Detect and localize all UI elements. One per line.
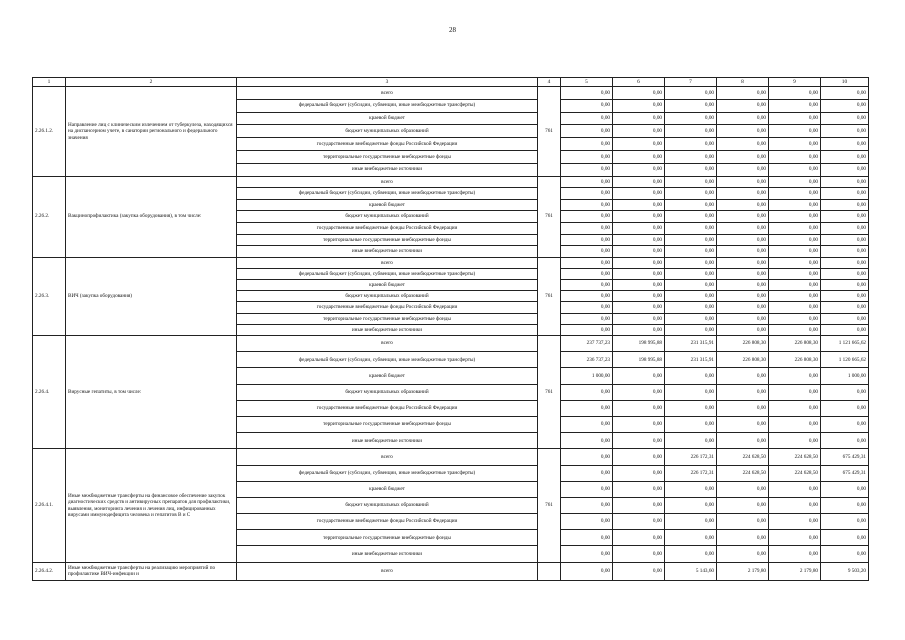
amount-cell: 0,00 — [613, 562, 665, 580]
amount-cell: 0,00 — [665, 497, 717, 513]
amount-cell: 0,00 — [561, 384, 613, 400]
amount-cell: 5 143,60 — [665, 562, 717, 580]
amount-cell: 0,00 — [821, 246, 869, 258]
amount-cell: 0,00 — [821, 87, 869, 100]
funding-source: иные внебюджетные источники — [237, 246, 538, 258]
amount-cell: 0,00 — [613, 246, 665, 258]
amount-cell: 0,00 — [613, 400, 665, 416]
amount-cell: 0,00 — [717, 313, 769, 324]
amount-cell: 0,00 — [821, 433, 869, 449]
amount-cell: 0,00 — [821, 138, 869, 151]
amount-cell: 0,00 — [717, 302, 769, 313]
amount-cell: 0,00 — [613, 497, 665, 513]
amount-cell: 0,00 — [561, 514, 613, 530]
item-name: ВИЧ (закупка оборудования) — [66, 257, 237, 335]
amount-cell: 0,00 — [561, 465, 613, 481]
table-row — [33, 176, 869, 188]
funding-source: федеральный бюджет (субсидии, субвенции, иные межбюджетные трансферты) — [237, 268, 538, 279]
amount-cell: 0,00 — [613, 449, 665, 465]
amount-cell: 0,00 — [717, 268, 769, 279]
amount-cell: 0,00 — [665, 313, 717, 324]
amount-cell: 0,00 — [561, 449, 613, 465]
item-code: 2.26.1.2. — [33, 87, 66, 177]
amount-cell: 0,00 — [821, 313, 869, 324]
amount-cell: 0,00 — [821, 268, 869, 279]
amount-cell: 0,00 — [613, 384, 665, 400]
amount-cell: 198 995,88 — [613, 336, 665, 352]
table-row — [33, 562, 869, 580]
amount-cell: 226 172,31 — [665, 449, 717, 465]
amount-cell: 0,00 — [665, 481, 717, 497]
amount-cell: 2 179,80 — [769, 562, 821, 580]
funding-source: государственные внебюджетные фонды Российской Федерации — [237, 514, 538, 530]
amount-cell: 226 808,30 — [717, 336, 769, 352]
amount-cell: 0,00 — [665, 176, 717, 188]
amount-cell: 0,00 — [561, 302, 613, 313]
funding-source: иные внебюджетные источники — [237, 433, 538, 449]
amount-cell: 0,00 — [561, 530, 613, 546]
funding-source: иные внебюджетные источники — [237, 546, 538, 562]
amount-cell: 0,00 — [561, 280, 613, 291]
amount-cell: 0,00 — [665, 384, 717, 400]
amount-cell: 0,00 — [561, 222, 613, 234]
amount-cell: 1 000,00 — [821, 368, 869, 384]
amount-cell: 0,00 — [561, 313, 613, 324]
funding-source: федеральный бюджет (субсидии, субвенции, иные межбюджетные трансферты) — [237, 188, 538, 200]
amount-cell: 0,00 — [821, 257, 869, 268]
funding-source: всего — [237, 257, 538, 268]
funding-source: бюджет муниципальных образований — [237, 291, 538, 302]
amount-cell: 0,00 — [561, 87, 613, 100]
amount-cell: 0,00 — [769, 163, 821, 176]
amount-cell: 0,00 — [665, 163, 717, 176]
amount-cell: 0,00 — [665, 400, 717, 416]
amount-cell: 0,00 — [821, 99, 869, 112]
funding-source: всего — [237, 562, 538, 580]
amount-cell: 0,00 — [821, 546, 869, 562]
amount-cell: 0,00 — [561, 234, 613, 246]
amount-cell: 0,00 — [821, 112, 869, 125]
funding-source: иные внебюджетные источники — [237, 163, 538, 176]
amount-cell: 0,00 — [821, 234, 869, 246]
amount-cell: 0,00 — [717, 211, 769, 223]
amount-cell: 0,00 — [665, 125, 717, 138]
amount-cell: 0,00 — [665, 302, 717, 313]
amount-cell: 0,00 — [717, 280, 769, 291]
amount-cell: 0,00 — [561, 125, 613, 138]
funding-source: краевой бюджет — [237, 112, 538, 125]
item-name: Направление лиц с клиническим излечением от туберкулеза, находящихся на диспансерном учете, в санатории регионального и федерального значения — [66, 87, 237, 177]
amount-cell: 231 315,91 — [665, 352, 717, 368]
amount-cell: 0,00 — [821, 384, 869, 400]
amount-cell: 0,00 — [717, 246, 769, 258]
amount-cell: 0,00 — [769, 211, 821, 223]
amount-cell: 0,00 — [561, 257, 613, 268]
amount-cell: 0,00 — [561, 497, 613, 513]
amount-cell: 0,00 — [821, 302, 869, 313]
amount-cell: 0,00 — [769, 481, 821, 497]
funding-source: территориальные государственные внебюджетные фонды — [237, 150, 538, 163]
amount-cell: 0,00 — [769, 400, 821, 416]
amount-cell: 0,00 — [665, 368, 717, 384]
amount-cell: 0,00 — [769, 199, 821, 211]
amount-cell: 0,00 — [717, 514, 769, 530]
amount-cell: 0,00 — [717, 291, 769, 302]
amount-cell: 224 628,50 — [769, 465, 821, 481]
amount-cell: 0,00 — [665, 87, 717, 100]
amount-cell: 0,00 — [717, 138, 769, 151]
amount-cell: 0,00 — [717, 199, 769, 211]
amount-cell: 0,00 — [613, 546, 665, 562]
funding-source: государственные внебюджетные фонды Российской Федерации — [237, 302, 538, 313]
amount-cell: 0,00 — [717, 481, 769, 497]
funding-source: всего — [237, 176, 538, 188]
amount-cell: 0,00 — [613, 234, 665, 246]
amount-cell: 0,00 — [821, 497, 869, 513]
amount-cell: 0,00 — [769, 416, 821, 432]
amount-cell: 0,00 — [821, 199, 869, 211]
amount-cell: 0,00 — [769, 514, 821, 530]
item-code: 2.26.4.2. — [33, 562, 66, 580]
amount-cell: 0,00 — [717, 150, 769, 163]
item-name: Иные межбюджетные трансферты на реализацию мероприятий по профилактике ВИЧ-инфекции и — [66, 562, 237, 580]
amount-cell: 0,00 — [613, 138, 665, 151]
amount-cell: 0,00 — [665, 514, 717, 530]
column-number: 10 — [821, 78, 869, 87]
amount-cell: 0,00 — [821, 163, 869, 176]
amount-cell: 0,00 — [613, 268, 665, 279]
amount-cell: 0,00 — [717, 257, 769, 268]
amount-cell: 0,00 — [821, 324, 869, 335]
amount-cell: 0,00 — [769, 324, 821, 335]
item-code: 2.26.4.1. — [33, 449, 66, 562]
amount-cell: 0,00 — [561, 324, 613, 335]
amount-cell: 0,00 — [769, 246, 821, 258]
amount-cell: 0,00 — [613, 530, 665, 546]
amount-cell: 0,00 — [665, 188, 717, 200]
amount-cell: 0,00 — [821, 291, 869, 302]
table-row — [33, 336, 869, 352]
amount-cell: 0,00 — [665, 530, 717, 546]
amount-cell: 226 808,30 — [717, 352, 769, 368]
amount-cell: 236 737,23 — [561, 352, 613, 368]
amount-cell: 231 315,91 — [665, 336, 717, 352]
amount-cell: 9 503,20 — [821, 562, 869, 580]
grbs-code: 761 — [538, 336, 561, 449]
amount-cell: 0,00 — [561, 562, 613, 580]
amount-cell: 0,00 — [561, 246, 613, 258]
table-row — [33, 87, 869, 100]
amount-cell: 0,00 — [561, 176, 613, 188]
amount-cell: 2 179,80 — [717, 562, 769, 580]
funding-source: бюджет муниципальных образований — [237, 211, 538, 223]
amount-cell: 0,00 — [665, 291, 717, 302]
amount-cell: 0,00 — [613, 280, 665, 291]
funding-source: бюджет муниципальных образований — [237, 497, 538, 513]
amount-cell: 675 429,31 — [821, 465, 869, 481]
funding-source: иные внебюджетные источники — [237, 324, 538, 335]
amount-cell: 0,00 — [717, 497, 769, 513]
grbs-code: 761 — [538, 87, 561, 177]
amount-cell: 0,00 — [613, 176, 665, 188]
amount-cell: 0,00 — [769, 302, 821, 313]
amount-cell: 0,00 — [665, 268, 717, 279]
amount-cell: 0,00 — [561, 291, 613, 302]
amount-cell: 0,00 — [769, 268, 821, 279]
amount-cell: 0,00 — [665, 416, 717, 432]
amount-cell: 0,00 — [613, 433, 665, 449]
column-number: 7 — [665, 78, 717, 87]
column-number: 1 — [33, 78, 66, 87]
amount-cell: 0,00 — [561, 481, 613, 497]
amount-cell: 0,00 — [613, 416, 665, 432]
amount-cell: 0,00 — [769, 222, 821, 234]
table-row — [33, 257, 869, 268]
grbs-code: 761 — [538, 449, 561, 562]
funding-source: краевой бюджет — [237, 199, 538, 211]
column-number: 9 — [769, 78, 821, 87]
amount-cell: 0,00 — [665, 234, 717, 246]
amount-cell: 0,00 — [561, 188, 613, 200]
amount-cell: 0,00 — [717, 416, 769, 432]
amount-cell: 0,00 — [821, 222, 869, 234]
amount-cell: 0,00 — [613, 199, 665, 211]
amount-cell: 198 995,88 — [613, 352, 665, 368]
amount-cell: 0,00 — [613, 324, 665, 335]
amount-cell: 0,00 — [613, 291, 665, 302]
amount-cell: 224 628,50 — [769, 449, 821, 465]
amount-cell: 0,00 — [561, 433, 613, 449]
funding-source: государственные внебюджетные фонды Российской Федерации — [237, 222, 538, 234]
amount-cell: 1 000,00 — [561, 368, 613, 384]
amount-cell: 0,00 — [769, 138, 821, 151]
funding-source: всего — [237, 449, 538, 465]
column-number-row — [33, 78, 869, 87]
budget-table — [32, 77, 869, 581]
grbs-code: 761 — [538, 257, 561, 335]
amount-cell: 0,00 — [561, 416, 613, 432]
amount-cell: 0,00 — [769, 234, 821, 246]
amount-cell: 0,00 — [717, 384, 769, 400]
amount-cell: 0,00 — [769, 188, 821, 200]
funding-source: территориальные государственные внебюджетные фонды — [237, 416, 538, 432]
item-name: Вирусные гепатиты, в том числе: — [66, 336, 237, 449]
amount-cell: 0,00 — [665, 138, 717, 151]
item-name: Иные межбюджетные трансферты на финансовое обеспечение закупок диагностических средств и антивирусных препаратов для профилактики, выявления, мониторинга лечения и лечения лиц, инфицированных вирусами иммунодефицита человека и гепатитов B и C — [66, 449, 237, 562]
column-number: 3 — [237, 78, 538, 87]
amount-cell: 0,00 — [769, 125, 821, 138]
funding-source: всего — [237, 87, 538, 100]
amount-cell: 0,00 — [613, 302, 665, 313]
amount-cell: 0,00 — [769, 257, 821, 268]
amount-cell: 0,00 — [665, 280, 717, 291]
amount-cell: 0,00 — [561, 163, 613, 176]
amount-cell: 0,00 — [821, 150, 869, 163]
amount-cell: 0,00 — [821, 400, 869, 416]
column-number: 5 — [561, 78, 613, 87]
item-code: 2.26.2. — [33, 176, 66, 257]
table-row — [33, 449, 869, 465]
amount-cell: 0,00 — [769, 546, 821, 562]
amount-cell: 0,00 — [769, 433, 821, 449]
column-number: 6 — [613, 78, 665, 87]
amount-cell: 0,00 — [561, 99, 613, 112]
amount-cell: 0,00 — [717, 368, 769, 384]
funding-source: бюджет муниципальных образований — [237, 125, 538, 138]
funding-source: территориальные государственные внебюджетные фонды — [237, 234, 538, 246]
amount-cell: 0,00 — [665, 99, 717, 112]
amount-cell: 0,00 — [821, 530, 869, 546]
amount-cell: 0,00 — [717, 99, 769, 112]
funding-source: федеральный бюджет (субсидии, субвенции, иные межбюджетные трансферты) — [237, 465, 538, 481]
funding-source: краевой бюджет — [237, 481, 538, 497]
amount-cell: 0,00 — [613, 313, 665, 324]
grbs-code — [538, 562, 561, 580]
amount-cell: 0,00 — [561, 138, 613, 151]
funding-source: федеральный бюджет (субсидии, субвенции, иные межбюджетные трансферты) — [237, 352, 538, 368]
amount-cell: 1 120 665,62 — [821, 352, 869, 368]
item-name: Вакцинопрофилактика (закупка оборудования), в том числе: — [66, 176, 237, 257]
amount-cell: 0,00 — [613, 125, 665, 138]
amount-cell: 0,00 — [717, 433, 769, 449]
amount-cell: 0,00 — [769, 368, 821, 384]
amount-cell: 0,00 — [769, 87, 821, 100]
amount-cell: 0,00 — [769, 112, 821, 125]
amount-cell: 0,00 — [613, 481, 665, 497]
amount-cell: 0,00 — [769, 497, 821, 513]
amount-cell: 226 808,30 — [769, 336, 821, 352]
amount-cell: 0,00 — [613, 368, 665, 384]
amount-cell: 0,00 — [561, 150, 613, 163]
amount-cell: 224 628,50 — [717, 449, 769, 465]
funding-source: краевой бюджет — [237, 280, 538, 291]
amount-cell: 0,00 — [613, 112, 665, 125]
amount-cell: 0,00 — [561, 112, 613, 125]
amount-cell: 0,00 — [769, 291, 821, 302]
amount-cell: 0,00 — [769, 150, 821, 163]
amount-cell: 0,00 — [561, 211, 613, 223]
amount-cell: 0,00 — [665, 257, 717, 268]
amount-cell: 0,00 — [665, 211, 717, 223]
funding-source: краевой бюджет — [237, 368, 538, 384]
amount-cell: 0,00 — [665, 324, 717, 335]
column-number: 2 — [66, 78, 237, 87]
amount-cell: 0,00 — [665, 546, 717, 562]
amount-cell: 0,00 — [717, 87, 769, 100]
amount-cell: 237 737,23 — [561, 336, 613, 352]
column-number: 4 — [538, 78, 561, 87]
amount-cell: 224 628,50 — [717, 465, 769, 481]
amount-cell: 0,00 — [717, 324, 769, 335]
amount-cell: 0,00 — [769, 99, 821, 112]
amount-cell: 0,00 — [613, 257, 665, 268]
amount-cell: 1 121 665,62 — [821, 336, 869, 352]
funding-source: территориальные государственные внебюджетные фонды — [237, 313, 538, 324]
amount-cell: 226 172,31 — [665, 465, 717, 481]
funding-source: территориальные государственные внебюджетные фонды — [237, 530, 538, 546]
amount-cell: 0,00 — [561, 400, 613, 416]
amount-cell: 675 429,31 — [821, 449, 869, 465]
funding-source: федеральный бюджет (субсидии, субвенции, иные межбюджетные трансферты) — [237, 99, 538, 112]
amount-cell: 0,00 — [613, 514, 665, 530]
amount-cell: 0,00 — [613, 163, 665, 176]
amount-cell: 0,00 — [717, 222, 769, 234]
amount-cell: 0,00 — [821, 280, 869, 291]
amount-cell: 0,00 — [769, 530, 821, 546]
grbs-code: 761 — [538, 176, 561, 257]
amount-cell: 0,00 — [821, 211, 869, 223]
amount-cell: 0,00 — [665, 112, 717, 125]
amount-cell: 0,00 — [717, 234, 769, 246]
amount-cell: 0,00 — [717, 163, 769, 176]
amount-cell: 0,00 — [665, 222, 717, 234]
amount-cell: 0,00 — [821, 481, 869, 497]
amount-cell: 0,00 — [717, 530, 769, 546]
page-number: 28 — [449, 26, 456, 34]
amount-cell: 0,00 — [769, 313, 821, 324]
amount-cell: 0,00 — [561, 546, 613, 562]
funding-source: государственные внебюджетные фонды Российской Федерации — [237, 400, 538, 416]
amount-cell: 0,00 — [613, 465, 665, 481]
amount-cell: 0,00 — [717, 112, 769, 125]
amount-cell: 0,00 — [769, 280, 821, 291]
item-code: 2.26.4. — [33, 336, 66, 449]
funding-source: государственные внебюджетные фонды Российской Федерации — [237, 138, 538, 151]
amount-cell: 0,00 — [769, 384, 821, 400]
amount-cell: 0,00 — [613, 99, 665, 112]
amount-cell: 0,00 — [561, 268, 613, 279]
amount-cell: 226 808,30 — [769, 352, 821, 368]
funding-source: бюджет муниципальных образований — [237, 384, 538, 400]
amount-cell: 0,00 — [821, 188, 869, 200]
amount-cell: 0,00 — [665, 199, 717, 211]
item-code: 2.26.3. — [33, 257, 66, 335]
column-number: 8 — [717, 78, 769, 87]
amount-cell: 0,00 — [665, 246, 717, 258]
amount-cell: 0,00 — [665, 150, 717, 163]
amount-cell: 0,00 — [821, 416, 869, 432]
amount-cell: 0,00 — [717, 400, 769, 416]
amount-cell: 0,00 — [717, 188, 769, 200]
amount-cell: 0,00 — [613, 188, 665, 200]
amount-cell: 0,00 — [665, 433, 717, 449]
amount-cell: 0,00 — [613, 211, 665, 223]
amount-cell: 0,00 — [561, 199, 613, 211]
amount-cell: 0,00 — [717, 176, 769, 188]
amount-cell: 0,00 — [613, 222, 665, 234]
amount-cell: 0,00 — [821, 176, 869, 188]
amount-cell: 0,00 — [821, 514, 869, 530]
amount-cell: 0,00 — [821, 125, 869, 138]
amount-cell: 0,00 — [613, 150, 665, 163]
funding-source: всего — [237, 336, 538, 352]
amount-cell: 0,00 — [769, 176, 821, 188]
amount-cell: 0,00 — [717, 546, 769, 562]
amount-cell: 0,00 — [613, 87, 665, 100]
amount-cell: 0,00 — [717, 125, 769, 138]
